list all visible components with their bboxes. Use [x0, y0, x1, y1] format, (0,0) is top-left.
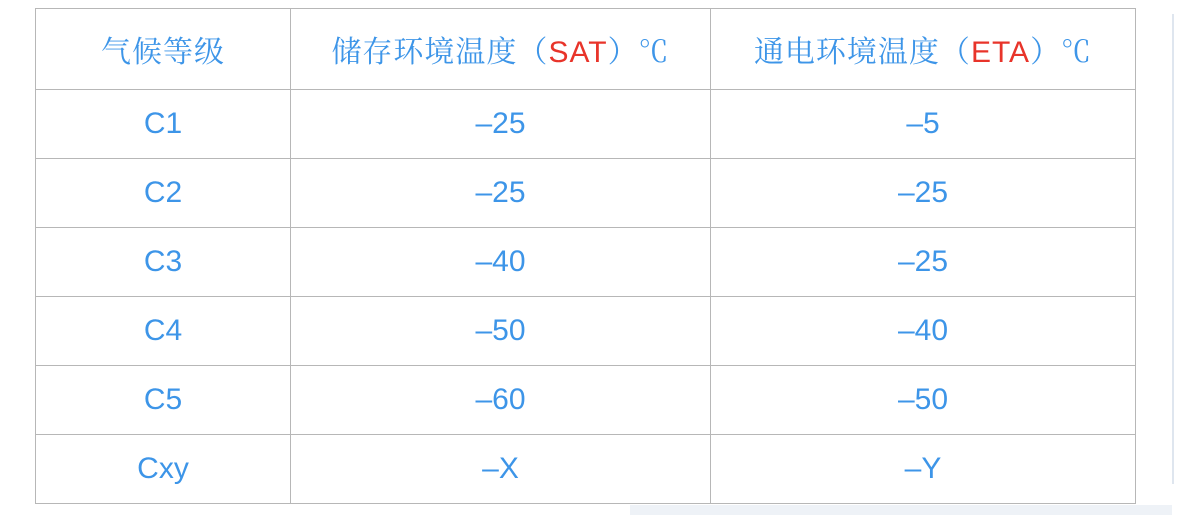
cell-operating-temperature: –25 — [711, 228, 1136, 297]
cell-climate-grade: C3 — [36, 228, 291, 297]
cell-storage-temperature: –50 — [291, 297, 711, 366]
column-header-operating-temperature — [711, 9, 1136, 90]
storage-temp-prefix: 储存环境温度（ — [331, 36, 549, 69]
cell-climate-grade: Cxy — [36, 435, 291, 504]
cell-storage-temperature: –25 — [291, 90, 711, 159]
table-row — [36, 159, 1136, 228]
right-edge-divider — [1172, 14, 1174, 484]
cell-storage-temperature: –25 — [291, 159, 711, 228]
cell-storage-temperature: –40 — [291, 228, 711, 297]
table-header — [36, 9, 1136, 90]
column-header-storage-temperature — [291, 9, 711, 90]
climate-grade-table — [35, 8, 1136, 504]
table-header-row — [36, 9, 1136, 90]
cell-operating-temperature: –25 — [711, 159, 1136, 228]
table-body — [36, 90, 1136, 504]
cell-climate-grade: C5 — [36, 366, 291, 435]
cell-operating-temperature: –50 — [711, 366, 1136, 435]
table-row — [36, 228, 1136, 297]
column-header-climate-grade-label: 气候等级 — [101, 36, 225, 69]
cell-storage-temperature: –60 — [291, 366, 711, 435]
operating-temp-prefix: 通电环境温度（ — [753, 36, 971, 69]
operating-temp-code: ETA — [970, 36, 1031, 69]
bottom-edge-strip — [630, 505, 1172, 515]
table-row — [36, 366, 1136, 435]
cell-operating-temperature: –Y — [711, 435, 1136, 504]
climate-grade-table-container — [35, 8, 1135, 504]
cell-operating-temperature: –40 — [711, 297, 1136, 366]
cell-operating-temperature: –5 — [711, 90, 1136, 159]
storage-temp-suffix: ）℃ — [607, 36, 670, 69]
table-row — [36, 297, 1136, 366]
cell-climate-grade: C2 — [36, 159, 291, 228]
cell-climate-grade: C4 — [36, 297, 291, 366]
table-row — [36, 435, 1136, 504]
operating-temp-suffix: ）℃ — [1030, 36, 1093, 69]
table-row — [36, 90, 1136, 159]
cell-climate-grade: C1 — [36, 90, 291, 159]
storage-temp-code: SAT — [548, 36, 608, 69]
column-header-climate-grade — [36, 9, 291, 90]
cell-storage-temperature: –X — [291, 435, 711, 504]
